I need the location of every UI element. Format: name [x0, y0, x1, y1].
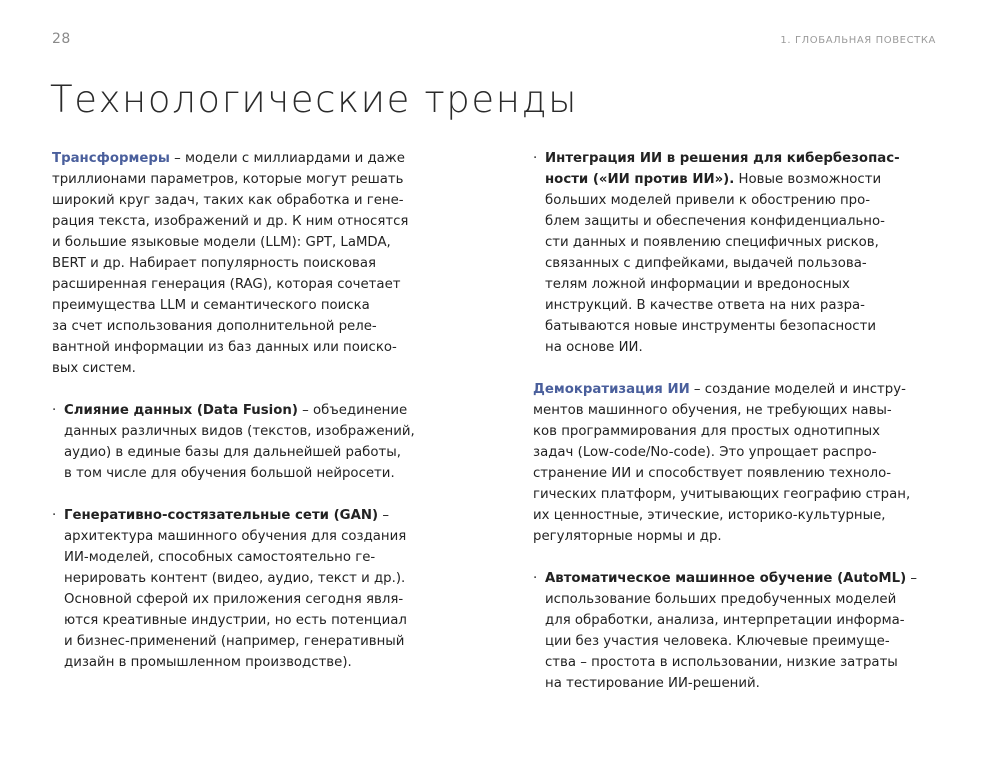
bullet-gan: [52, 505, 442, 673]
term-ai-security-cont: ности («ИИ против ИИ»).: [545, 172, 735, 187]
term-ai-security: Интеграция ИИ в решения для кибербезопас-: [545, 151, 900, 166]
text-line: ются креативные индустрии, но есть потенциал: [64, 613, 407, 628]
text-line: расширенная генерация (RAG), которая сочетает: [52, 277, 401, 292]
democratization-paragraph: [533, 379, 928, 547]
bullet-automl: [533, 568, 928, 694]
text-line: на основе ИИ.: [545, 340, 643, 355]
section-header: 1. ГЛОБАЛЬНАЯ ПОВЕСТКА: [780, 35, 936, 46]
text-line: вых систем.: [52, 361, 136, 376]
text-line: и большие языковые модели (LLM): GPT, LaMDA,: [52, 235, 391, 250]
bullet-ai-security: [533, 148, 928, 358]
text-line: Трансформеры – модели с миллиардами и даже: [52, 151, 405, 166]
text-line: Слияние данных (Data Fusion) – объединение: [64, 403, 408, 418]
text-line: рация текста, изображений и др. К ним относятся: [52, 214, 409, 229]
text-line: на тестирование ИИ-решений.: [545, 676, 760, 691]
text-line: ства – простота в использовании, низкие затраты: [545, 655, 898, 670]
text-line: преимущества LLM и семантического поиска: [52, 298, 370, 313]
text-line: широкий круг задач, таких как обработка и гене-: [52, 193, 404, 208]
text-line: сти данных и появлению специфичных рисков,: [545, 235, 879, 250]
bullet-data-fusion: [52, 400, 442, 484]
text-line: связанных с дипфейками, выдачей пользова-: [545, 256, 867, 271]
text-line: Генеративно-состязательные сети (GAN) –: [64, 508, 389, 523]
text-line: батываются новые инструменты безопасности: [545, 319, 876, 334]
text-line: для обработки, анализа, интерпретации информа-: [545, 613, 905, 628]
bullet-dot: ·: [52, 508, 57, 523]
text-line: Автоматическое машинное обучение (AutoML) –: [545, 571, 918, 586]
text-line: их ценностные, этические, историко-культурные,: [533, 508, 886, 523]
text-line: ности («ИИ против ИИ»). Новые возможности: [545, 172, 882, 187]
text-line: триллионами параметров, которые могут решать: [52, 172, 404, 187]
text-line: дизайн в промышленном производстве).: [64, 655, 352, 670]
term-automl: Автоматическое машинное обучение (AutoML): [545, 571, 907, 586]
text-line: нерировать контент (видео, аудио, текст и др.).: [64, 571, 406, 586]
text-line: вантной информации из баз данных или поиско-: [52, 340, 397, 355]
text-line: регуляторные нормы и др.: [533, 529, 722, 544]
text-line: инструкций. В качестве ответа на них разра-: [545, 298, 865, 313]
text-line: аудио) в единые базы для дальнейшей работы,: [64, 445, 401, 460]
text-line: ции без участия человека. Ключевые преимуще-: [545, 634, 890, 649]
bullet-dot: ·: [533, 151, 538, 166]
text-line: использование больших предобученных моделей: [545, 592, 897, 607]
text-line: ков программирования для простых однотипных: [533, 424, 881, 439]
text-line: ментов машинного обучения, не требующих навы-: [533, 403, 892, 418]
text-line: гических платформ, учитывающих географию стран,: [533, 487, 911, 502]
transformers-paragraph: [52, 148, 442, 379]
term-transformers: Трансформеры: [52, 151, 170, 166]
text-line: странение ИИ и способствует появлению техноло-: [533, 466, 892, 481]
text-line: в том числе для обучения большой нейросети.: [64, 466, 395, 481]
term-data-fusion: Слияние данных (Data Fusion): [64, 403, 298, 418]
bullet-dot: ·: [533, 571, 538, 586]
page-number: 28: [52, 31, 71, 47]
left-column: [52, 148, 442, 694]
text-line: данных различных видов (текстов, изображений,: [64, 424, 415, 439]
page-title: Технологические тренды: [50, 78, 579, 121]
bullet-dot: ·: [52, 403, 57, 418]
text-line: телям ложной информации и вредоносных: [545, 277, 850, 292]
text-line: блем защиты и обеспечения конфиденциально-: [545, 214, 885, 229]
text-line: BERT и др. Набирает популярность поисковая: [52, 256, 377, 271]
text-line: ИИ-моделей, способных самостоятельно ге-: [64, 550, 376, 565]
text-line: больших моделей привели к обострению про-: [545, 193, 871, 208]
right-column: [533, 148, 928, 715]
text-line: Основной сферой их приложения сегодня явля-: [64, 592, 404, 607]
text-line: задач (Low-code/No-code). Это упрощает распро-: [533, 445, 877, 460]
text-line: и бизнес-применений (например, генеративный: [64, 634, 405, 649]
text-line: Демократизация ИИ – создание моделей и инстру-: [533, 382, 906, 397]
text-line: архитектура машинного обучения для создания: [64, 529, 407, 544]
text-line: за счет использования дополнительной реле-: [52, 319, 377, 334]
term-gan: Генеративно-состязательные сети (GAN): [64, 508, 379, 523]
term-democratization: Демократизация ИИ: [533, 382, 690, 397]
